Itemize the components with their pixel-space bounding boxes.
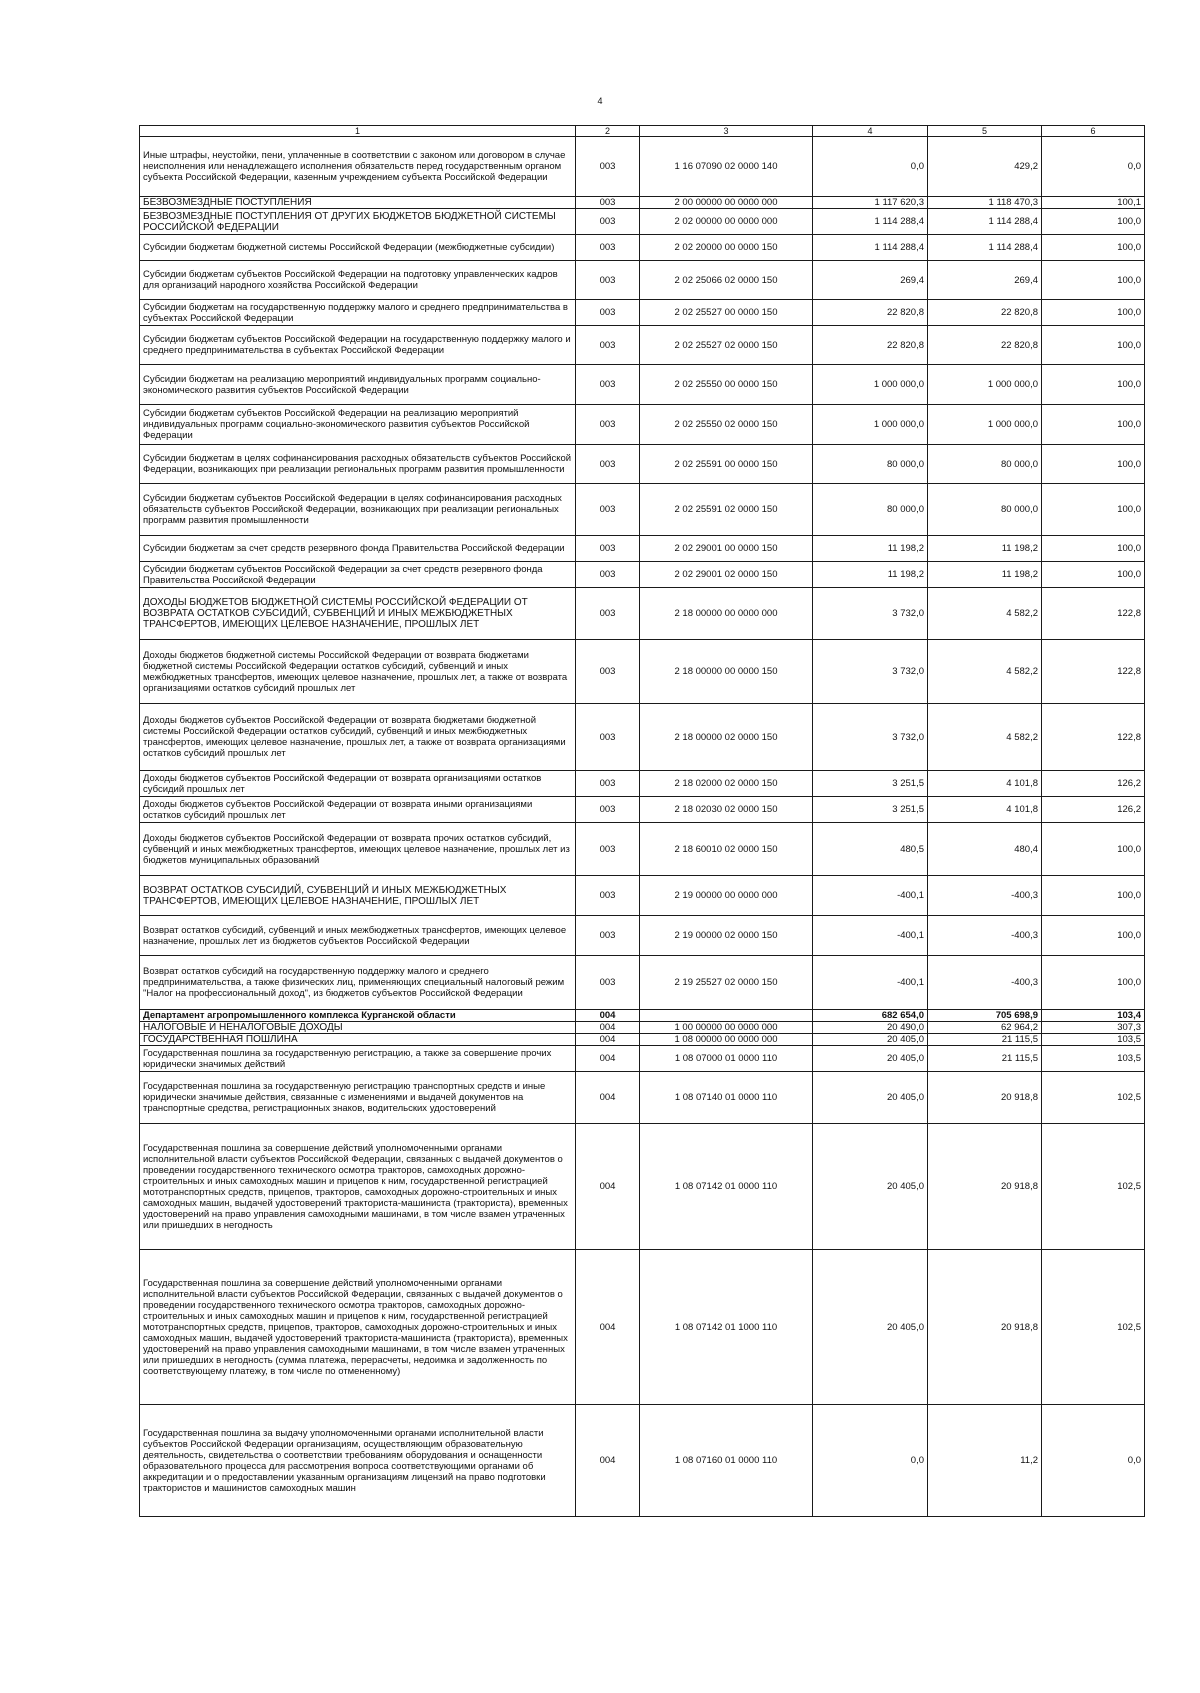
row-name: ДОХОДЫ БЮДЖЕТОВ БЮДЖЕТНОЙ СИСТЕМЫ РОССИЙСКОЙ ФЕДЕРАЦИИ ОТ ВОЗВРАТА ОСТАТКОВ СУБСИДИЙ, СУБВЕНЦИЙ И ИНЫХ МЕЖБЮДЖЕТНЫХ ТРАНСФЕРТОВ, ИМЕЮЩИХ ЦЕЛЕВОЕ НАЗНАЧЕНИЕ, ПРОШЛЫХ ЛЕТ [140,588,576,640]
row-fact-value: 62 964,2 [928,1022,1042,1034]
row-plan-value: 20 405,0 [813,1250,928,1405]
column-header: 3 [640,126,813,137]
column-header: 2 [576,126,640,137]
row-budget-code: 2 18 00000 02 0000 150 [640,704,813,771]
row-budget-code: 2 19 00000 02 0000 150 [640,916,813,956]
row-percent: 100,0 [1042,300,1145,326]
row-percent: 100,0 [1042,876,1145,916]
table-row [140,1405,1145,1517]
row-budget-code: 2 02 25527 02 0000 150 [640,326,813,365]
row-name: Субсидии бюджетам на реализацию мероприятий индивидуальных программ социально-экономического развития субъектов Российской Федерации [140,365,576,405]
row-admin-code: 004 [576,1072,640,1124]
row-admin-code: 003 [576,797,640,823]
row-budget-code: 2 18 00000 00 0000 000 [640,588,813,640]
table-row [140,484,1145,536]
row-fact-value: 21 115,5 [928,1034,1042,1046]
table-body [140,137,1145,1517]
row-percent: 100,0 [1042,326,1145,365]
row-percent: 102,5 [1042,1124,1145,1250]
row-plan-value: -400,1 [813,916,928,956]
row-admin-code: 003 [576,261,640,300]
row-plan-value: 20 405,0 [813,1034,928,1046]
row-budget-code: 2 02 25550 00 0000 150 [640,365,813,405]
row-plan-value: 20 405,0 [813,1072,928,1124]
row-name: НАЛОГОВЫЕ И НЕНАЛОГОВЫЕ ДОХОДЫ [140,1022,576,1034]
row-percent: 100,0 [1042,536,1145,562]
row-plan-value: 11 198,2 [813,562,928,588]
row-name: ГОСУДАРСТВЕННАЯ ПОШЛИНА [140,1034,576,1046]
table-row [140,797,1145,823]
table-row [140,326,1145,365]
table-row [140,916,1145,956]
row-name: Департамент агропромышленного комплекса Курганской области [140,1010,576,1022]
row-name: Возврат остатков субсидий на государственную поддержку малого и среднего предпринимательства, а также физических лиц, применяющих специальный налоговый режим "Налог на профессиональный доход", из бюджетов субъектов Российской Федерации [140,956,576,1010]
row-admin-code: 003 [576,588,640,640]
row-budget-code: 2 02 25591 02 0000 150 [640,484,813,536]
row-fact-value: 269,4 [928,261,1042,300]
row-plan-value: 1 117 620,3 [813,197,928,209]
row-admin-code: 003 [576,445,640,484]
row-plan-value: 22 820,8 [813,326,928,365]
row-percent: 100,0 [1042,823,1145,876]
row-name: Доходы бюджетов субъектов Российской Федерации от возврата прочих остатков субсидий, субвенций и иных межбюджетных трансфертов, имеющих целевое назначение, прошлых лет из бюджетов муниципальных образований [140,823,576,876]
row-budget-code: 2 19 00000 00 0000 000 [640,876,813,916]
row-plan-value: 1 114 288,4 [813,235,928,261]
row-budget-code: 2 02 25550 02 0000 150 [640,405,813,445]
row-percent: 126,2 [1042,771,1145,797]
table-row [140,771,1145,797]
row-name: БЕЗВОЗМЕЗДНЫЕ ПОСТУПЛЕНИЯ ОТ ДРУГИХ БЮДЖЕТОВ БЮДЖЕТНОЙ СИСТЕМЫ РОССИЙСКОЙ ФЕДЕРАЦИИ [140,209,576,235]
page-number: 4 [597,96,603,106]
row-name: БЕЗВОЗМЕЗДНЫЕ ПОСТУПЛЕНИЯ [140,197,576,209]
row-percent: 102,5 [1042,1250,1145,1405]
row-plan-value: 20 490,0 [813,1022,928,1034]
row-fact-value: 4 101,8 [928,797,1042,823]
row-fact-value: 21 115,5 [928,1046,1042,1072]
table-row [140,300,1145,326]
row-fact-value: 4 101,8 [928,771,1042,797]
row-admin-code: 003 [576,365,640,405]
row-fact-value: 11 198,2 [928,536,1042,562]
row-percent: 122,8 [1042,640,1145,704]
column-header: 6 [1042,126,1145,137]
row-fact-value: 20 918,8 [928,1072,1042,1124]
row-fact-value: 20 918,8 [928,1250,1042,1405]
row-percent: 100,0 [1042,562,1145,588]
row-admin-code: 004 [576,1022,640,1034]
row-percent: 102,5 [1042,1072,1145,1124]
row-budget-code: 2 02 00000 00 0000 000 [640,209,813,235]
table-row [140,823,1145,876]
row-admin-code: 003 [576,823,640,876]
row-percent: 122,8 [1042,704,1145,771]
row-fact-value: 22 820,8 [928,300,1042,326]
row-percent: 100,0 [1042,484,1145,536]
row-plan-value: 20 405,0 [813,1124,928,1250]
row-fact-value: 20 918,8 [928,1124,1042,1250]
table-row [140,536,1145,562]
row-admin-code: 003 [576,876,640,916]
row-admin-code: 003 [576,300,640,326]
row-name: Субсидии бюджетам субъектов Российской Федерации в целях софинансирования расходных обязательств субъектов Российской Федерации, возникающих при реализации региональных программ развития промышленности [140,484,576,536]
table-row [140,209,1145,235]
table-row [140,876,1145,916]
row-name: Субсидии бюджетам на государственную поддержку малого и среднего предпринимательства в субъектах Российской Федерации [140,300,576,326]
row-admin-code: 003 [576,916,640,956]
row-budget-code: 2 18 02030 02 0000 150 [640,797,813,823]
row-percent: 103,5 [1042,1034,1145,1046]
row-percent: 0,0 [1042,137,1145,197]
row-fact-value: 429,2 [928,137,1042,197]
row-name: Государственная пошлина за государственную регистрацию транспортных средств и иные юридически значимые действия, связанные с изменениями и выдачей документов на транспортные средства, регистрационных знаков, водительских удостоверений [140,1072,576,1124]
row-admin-code: 003 [576,405,640,445]
row-percent: 307,3 [1042,1022,1145,1034]
row-fact-value: -400,3 [928,956,1042,1010]
row-admin-code: 003 [576,326,640,365]
table-row [140,1034,1145,1046]
row-name: Государственная пошлина за государственную регистрацию, а также за совершение прочих юридически значимых действий [140,1046,576,1072]
table-row [140,235,1145,261]
revenue-table [139,125,1145,1517]
row-budget-code: 1 08 07142 01 1000 110 [640,1250,813,1405]
row-budget-code: 2 02 20000 00 0000 150 [640,235,813,261]
row-name: Субсидии бюджетам субъектов Российской Федерации на государственную поддержку малого и среднего предпринимательства в субъектах Российской Федерации [140,326,576,365]
row-fact-value: 1 114 288,4 [928,209,1042,235]
row-admin-code: 003 [576,197,640,209]
row-name: ВОЗВРАТ ОСТАТКОВ СУБСИДИЙ, СУБВЕНЦИЙ И ИНЫХ МЕЖБЮДЖЕТНЫХ ТРАНСФЕРТОВ, ИМЕЮЩИХ ЦЕЛЕВОЕ НАЗНАЧЕНИЕ, ПРОШЛЫХ ЛЕТ [140,876,576,916]
row-plan-value: 3 732,0 [813,640,928,704]
row-fact-value: -400,3 [928,916,1042,956]
row-fact-value: 22 820,8 [928,326,1042,365]
row-fact-value: 4 582,2 [928,704,1042,771]
row-admin-code: 004 [576,1124,640,1250]
row-fact-value: -400,3 [928,876,1042,916]
row-fact-value: 1 114 288,4 [928,235,1042,261]
table-row [140,365,1145,405]
row-plan-value: 3 251,5 [813,771,928,797]
row-name: Иные штрафы, неустойки, пени, уплаченные в соответствии с законом или договором в случае неисполнения или ненадлежащего исполнения обязательств перед государственным органом субъекта Российской Федерации, казенным учреждением субъекта Российской Федерации [140,137,576,197]
row-admin-code: 004 [576,1010,640,1022]
row-plan-value: 3 732,0 [813,588,928,640]
row-fact-value: 1 000 000,0 [928,365,1042,405]
row-percent: 100,0 [1042,405,1145,445]
row-plan-value: 0,0 [813,1405,928,1517]
row-plan-value: -400,1 [813,956,928,1010]
table-row [140,1124,1145,1250]
table-header-row [140,126,1145,137]
row-budget-code: 2 19 25527 02 0000 150 [640,956,813,1010]
row-name: Доходы бюджетов субъектов Российской Федерации от возврата иными организациями остатков субсидий прошлых лет [140,797,576,823]
table-row [140,137,1145,197]
row-name: Государственная пошлина за совершение действий уполномоченными органами исполнительной власти субъектов Российской Федерации, связанных с выдачей документов о проведении государственного технического осмотра тракторов, самоходных дорожно-строительных и иных самоходных машин и прицепов к ним, государственной регистрацией мототранспортных средств, прицепов, тракторов, самоходных дорожно-строительных и иных самоходных машин, выдачей удостоверений тракториста-машиниста (тракториста), временных удостоверений на право управления самоходными машинами, в том числе взамен утраченных или пришедших в негодность (сумма платежа, перерасчеты, недоимка и задолженность по соответствующему платежу, в том числе по отмененному) [140,1250,576,1405]
row-plan-value: 22 820,8 [813,300,928,326]
row-plan-value: 0,0 [813,137,928,197]
row-plan-value: 1 000 000,0 [813,365,928,405]
row-name: Субсидии бюджетам субъектов Российской Федерации на реализацию мероприятий индивидуальных программ социально-экономического развития субъектов Российской Федерации [140,405,576,445]
row-percent: 122,8 [1042,588,1145,640]
row-budget-code: 2 02 25527 00 0000 150 [640,300,813,326]
row-budget-code: 2 02 25066 02 0000 150 [640,261,813,300]
row-budget-code: 1 08 07000 01 0000 110 [640,1046,813,1072]
row-admin-code: 003 [576,704,640,771]
table-row [140,588,1145,640]
row-fact-value: 480,4 [928,823,1042,876]
row-percent: 100,0 [1042,365,1145,405]
row-admin-code: 004 [576,1405,640,1517]
row-plan-value: 1 114 288,4 [813,209,928,235]
row-percent: 100,0 [1042,235,1145,261]
row-plan-value: 20 405,0 [813,1046,928,1072]
row-plan-value: 11 198,2 [813,536,928,562]
row-budget-code: 2 02 25591 00 0000 150 [640,445,813,484]
row-percent: 100,1 [1042,197,1145,209]
row-fact-value: 80 000,0 [928,484,1042,536]
row-percent: 126,2 [1042,797,1145,823]
table-row [140,197,1145,209]
table-row [140,1250,1145,1405]
row-name: Доходы бюджетов субъектов Российской Федерации от возврата бюджетами бюджетной системы Российской Федерации остатков субсидий, субвенций и иных межбюджетных трансфертов, имеющих целевое назначение, прошлых лет, а также от возврата организациями остатков субсидий прошлых лет [140,704,576,771]
row-percent: 103,4 [1042,1010,1145,1022]
row-percent: 0,0 [1042,1405,1145,1517]
table-row [140,445,1145,484]
row-plan-value: 3 251,5 [813,797,928,823]
row-plan-value: 682 654,0 [813,1010,928,1022]
table-row [140,1046,1145,1072]
row-fact-value: 705 698,9 [928,1010,1042,1022]
row-name: Возврат остатков субсидий, субвенций и иных межбюджетных трансфертов, имеющих целевое назначение, прошлых лет из бюджетов субъектов Российской Федерации [140,916,576,956]
row-plan-value: 480,5 [813,823,928,876]
row-admin-code: 003 [576,137,640,197]
row-name: Государственная пошлина за совершение действий уполномоченными органами исполнительной власти субъектов Российской Федерации, связанных с выдачей документов о проведении государственного технического осмотра тракторов, самоходных дорожно-строительных и иных самоходных машин и прицепов к ним, государственной регистрацией мототранспортных средств, прицепов, тракторов, самоходных дорожно-строительных и иных самоходных машин, выдачей удостоверений тракториста-машиниста (тракториста), временных удостоверений на право управления самоходными машинами, в том числе взамен утраченных или пришедших в негодность [140,1124,576,1250]
row-percent: 100,0 [1042,209,1145,235]
row-budget-code: 2 18 60010 02 0000 150 [640,823,813,876]
row-name: Субсидии бюджетам субъектов Российской Федерации на подготовку управленческих кадров для организаций народного хозяйства Российской Федерации [140,261,576,300]
row-fact-value: 4 582,2 [928,640,1042,704]
row-budget-code: 1 08 00000 00 0000 000 [640,1034,813,1046]
row-plan-value: 3 732,0 [813,704,928,771]
row-admin-code: 004 [576,1046,640,1072]
row-name: Субсидии бюджетам за счет средств резервного фонда Правительства Российской Федерации [140,536,576,562]
table-row [140,562,1145,588]
row-plan-value: 80 000,0 [813,484,928,536]
row-admin-code: 003 [576,640,640,704]
row-name: Государственная пошлина за выдачу уполномоченными органами исполнительной власти субъектов Российской Федерации организациям, осуществляющим образовательную деятельность, свидетельства о соответствии требованиям оборудования и оснащенности образовательного процесса для рассмотрения вопроса соответствующими органами об аккредитации и о предоставлении указанным организациям лицензий на право подготовки трактористов и машинистов самоходных машин [140,1405,576,1517]
row-budget-code: 2 02 29001 02 0000 150 [640,562,813,588]
row-fact-value: 80 000,0 [928,445,1042,484]
row-fact-value: 1 118 470,3 [928,197,1042,209]
row-admin-code: 004 [576,1250,640,1405]
row-admin-code: 003 [576,235,640,261]
row-plan-value: 269,4 [813,261,928,300]
column-header: 5 [928,126,1042,137]
row-admin-code: 004 [576,1034,640,1046]
row-percent: 100,0 [1042,916,1145,956]
row-budget-code: 2 18 02000 02 0000 150 [640,771,813,797]
table-row [140,956,1145,1010]
row-name: Субсидии бюджетам бюджетной системы Российской Федерации (межбюджетные субсидии) [140,235,576,261]
table-row [140,640,1145,704]
table-row [140,1072,1145,1124]
row-fact-value: 11 198,2 [928,562,1042,588]
row-percent: 103,5 [1042,1046,1145,1072]
column-header: 1 [140,126,576,137]
row-admin-code: 003 [576,956,640,1010]
row-budget-code [640,1010,813,1022]
row-fact-value: 1 000 000,0 [928,405,1042,445]
row-budget-code: 1 00 00000 00 0000 000 [640,1022,813,1034]
row-admin-code: 003 [576,536,640,562]
row-budget-code: 2 18 00000 00 0000 150 [640,640,813,704]
row-admin-code: 003 [576,484,640,536]
table-row [140,704,1145,771]
row-plan-value: -400,1 [813,876,928,916]
row-percent: 100,0 [1042,445,1145,484]
row-plan-value: 1 000 000,0 [813,405,928,445]
table-row [140,261,1145,300]
table-row [140,1022,1145,1034]
row-fact-value: 11,2 [928,1405,1042,1517]
row-budget-code: 1 08 07142 01 0000 110 [640,1124,813,1250]
row-budget-code: 2 00 00000 00 0000 000 [640,197,813,209]
row-admin-code: 003 [576,209,640,235]
table-row [140,405,1145,445]
row-budget-code: 1 08 07160 01 0000 110 [640,1405,813,1517]
row-admin-code: 003 [576,562,640,588]
row-name: Доходы бюджетов бюджетной системы Российской Федерации от возврата бюджетами бюджетной системы Российской Федерации остатков субсидий, субвенций и иных межбюджетных трансфертов, имеющих целевое назначение, прошлых лет, а также от возврата организациями остатков субсидий прошлых лет [140,640,576,704]
row-percent: 100,0 [1042,956,1145,1010]
row-budget-code: 2 02 29001 00 0000 150 [640,536,813,562]
row-admin-code: 003 [576,771,640,797]
row-budget-code: 1 08 07140 01 0000 110 [640,1072,813,1124]
row-budget-code: 1 16 07090 02 0000 140 [640,137,813,197]
table-row [140,1010,1145,1022]
row-name: Субсидии бюджетам в целях софинансирования расходных обязательств субъектов Российской Федерации, возникающих при реализации региональных программ развития промышленности [140,445,576,484]
row-name: Доходы бюджетов субъектов Российской Федерации от возврата организациями остатков субсидий прошлых лет [140,771,576,797]
row-fact-value: 4 582,2 [928,588,1042,640]
column-header: 4 [813,126,928,137]
row-name: Субсидии бюджетам субъектов Российской Федерации за счет средств резервного фонда Правительства Российской Федерации [140,562,576,588]
row-percent: 100,0 [1042,261,1145,300]
row-plan-value: 80 000,0 [813,445,928,484]
